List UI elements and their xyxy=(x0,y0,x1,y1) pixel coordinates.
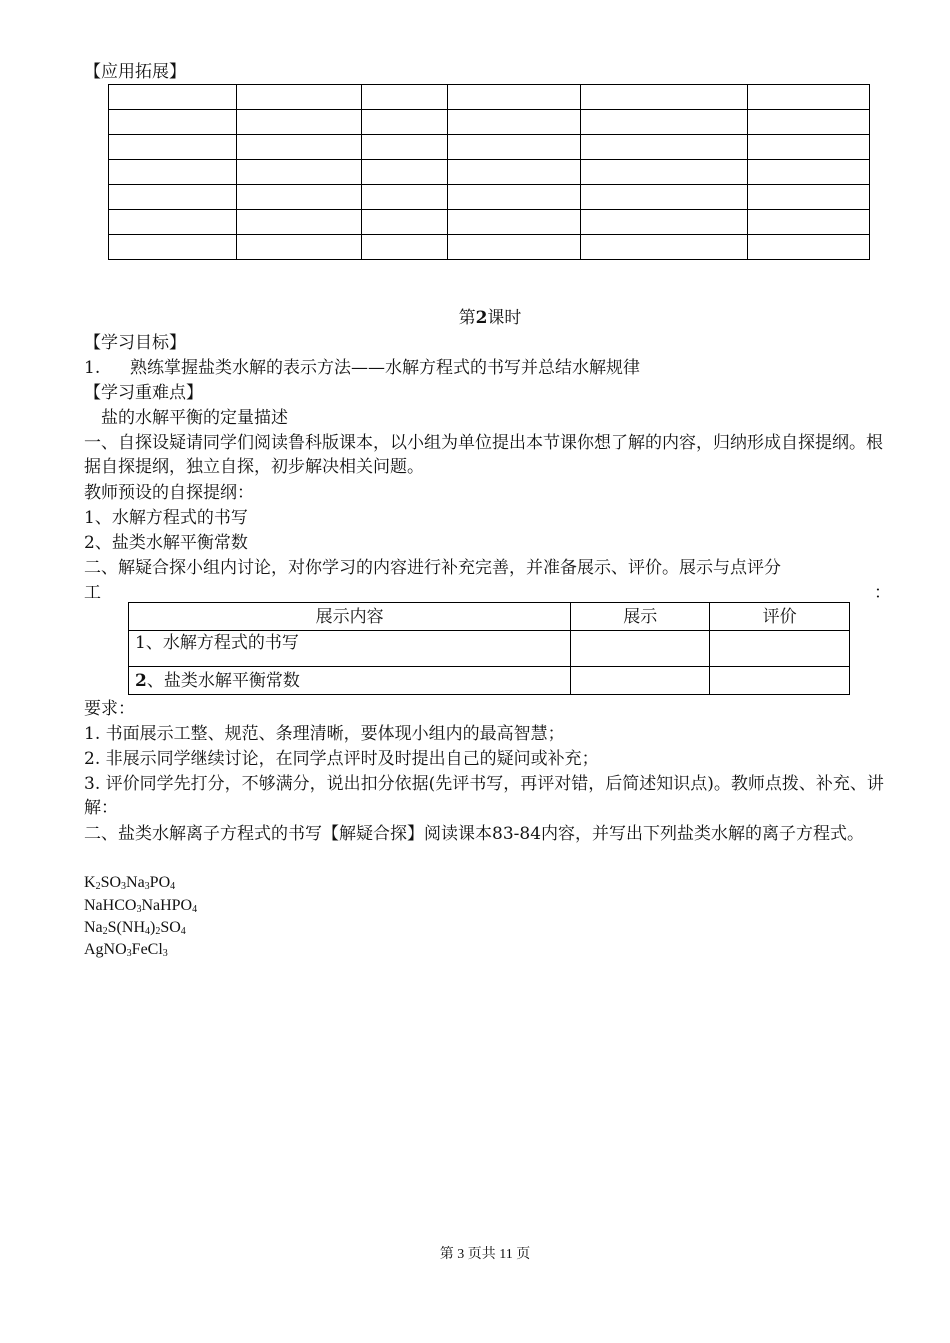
row-1-content xyxy=(129,631,571,667)
table-row xyxy=(109,185,870,210)
row-2-show-cell xyxy=(571,667,710,695)
part2-line-2-end: ： xyxy=(874,583,891,603)
header-show: 展示 xyxy=(571,603,710,631)
lesson-title-number: 2 xyxy=(475,308,488,328)
formula-line-2: NaHCO$_3$NaHPO$_4$ xyxy=(84,897,198,915)
apply-extension-table xyxy=(108,84,870,260)
outline-heading: 教师预设的自探提纲： xyxy=(84,483,254,503)
table-row xyxy=(109,110,870,135)
outline-item-1: 1、水解方程式的书写 xyxy=(84,508,248,528)
lesson-title xyxy=(0,306,950,330)
table-row xyxy=(109,160,870,185)
row-1-number: 1 xyxy=(135,633,146,653)
difficulty-heading: 【学习重难点】 xyxy=(84,383,203,403)
outline-item-2: 2、盐类水解平衡常数 xyxy=(84,533,248,553)
lesson-title-suffix: 课时 xyxy=(487,308,522,328)
goal-1-text: 熟练掌握盐类水解的表示方法——水解方程式的书写并总结水解规律 xyxy=(130,358,640,378)
table-row xyxy=(129,667,850,695)
goal-1-number: 1. xyxy=(84,358,101,378)
difficulty-text: 盐的水解平衡的定量描述 xyxy=(101,408,288,428)
part3-paragraph: 二、盐类水解离子方程式的书写【解疑合探】阅读课本83-84内容，并写出下列盐类水解的离子方程式。 xyxy=(84,824,865,844)
row-2-text: 、盐类水解平衡常数 xyxy=(146,670,300,691)
requirement-2: 2. 非展示同学继续讨论，在同学点评时及时提出自己的疑问或补充； xyxy=(84,749,599,769)
row-1-text: 、水解方程式的书写 xyxy=(145,633,299,653)
formula-line-4: AgNO$_3$FeCl$_3$ xyxy=(84,941,168,959)
presentation-table xyxy=(128,602,850,695)
part1-paragraph: 一、自探设疑请同学们阅读鲁科版课本，以小组为单位提出本节课你想了解的内容，归纳形成自探提纲。根据自探提纲，独立自探，初步解决相关问题。 xyxy=(84,433,883,477)
row-2-content xyxy=(129,667,571,695)
row-2-evaluate-cell xyxy=(710,667,850,695)
row-2-number: 2 xyxy=(135,670,147,691)
table-row xyxy=(109,210,870,235)
table-row xyxy=(109,85,870,110)
table-row xyxy=(109,135,870,160)
goals-heading: 【学习目标】 xyxy=(84,333,186,353)
section-heading-apply: 【应用拓展】 xyxy=(84,62,186,82)
part2-line-2-start: 工 xyxy=(84,583,101,603)
table-header-row xyxy=(129,603,850,631)
part2-line-1: 二、解疑合探小组内讨论，对你学习的内容进行补充完善，并准备展示、评价。展示与点评分 xyxy=(84,558,781,578)
lesson-title-prefix: 第 xyxy=(458,308,476,328)
page-footer: 第 3 页共 11 页 xyxy=(439,1247,531,1262)
row-1-evaluate-cell xyxy=(710,631,850,667)
formula-line-3: $Na_2S(NH_4)_2SO_4$ xyxy=(84,919,186,937)
row-1-show-cell xyxy=(571,631,710,667)
requirements-heading: 要求： xyxy=(84,699,135,719)
table-row xyxy=(109,235,870,260)
requirement-3: 3. 评价同学先打分，不够满分，说出扣分依据(先评书写，再评对错，后简述知识点)。教师点拨、补充、讲解： xyxy=(84,774,884,818)
table-row xyxy=(129,631,850,667)
formula-line-1: $K_2SO_3Na_3PO_4$ xyxy=(84,874,176,892)
header-show-content: 展示内容 xyxy=(129,603,571,631)
requirement-1: 1. 书面展示工整、规范、条理清晰，要体现小组内的最高智慧； xyxy=(84,724,565,744)
header-evaluate: 评价 xyxy=(710,603,850,631)
